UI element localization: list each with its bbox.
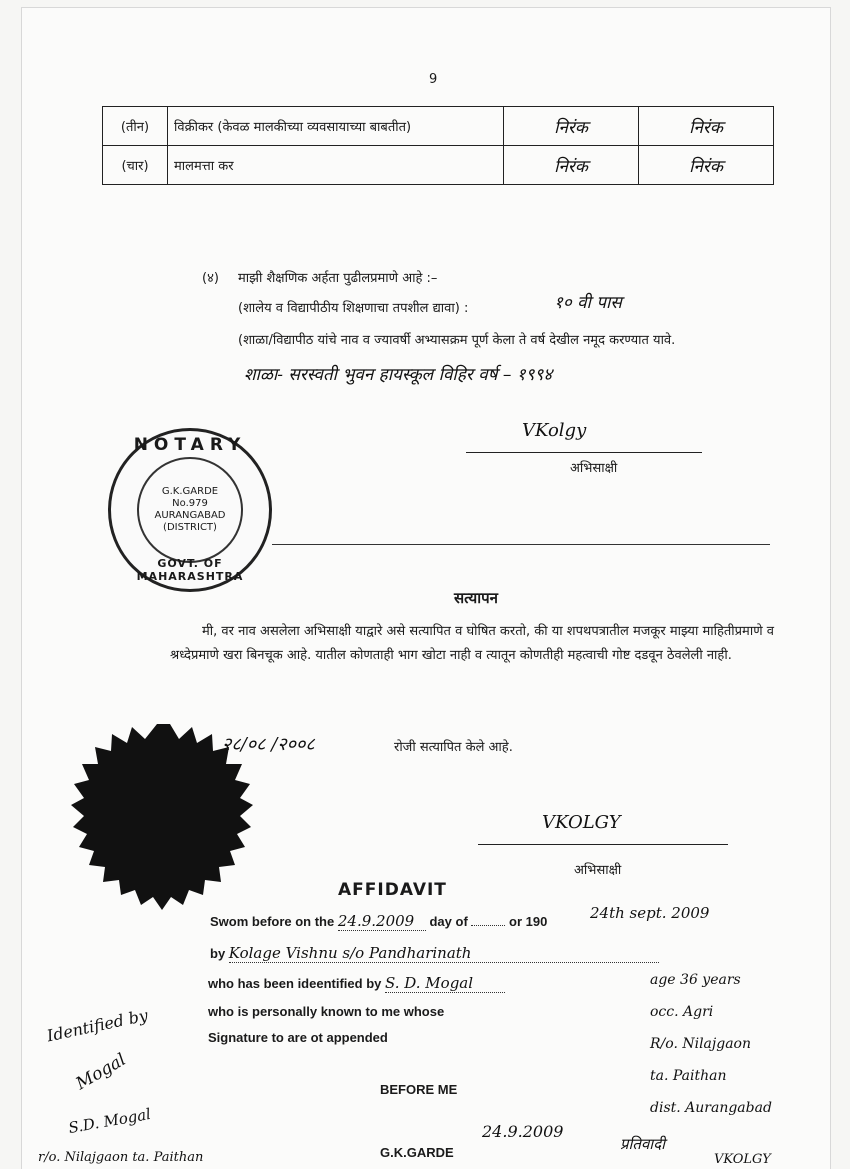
- row-value-2: निरंक: [639, 146, 774, 185]
- affidavit-line-sworn: [210, 912, 547, 931]
- handwritten-age: age 36 years: [650, 972, 741, 988]
- handwritten-details-right: [650, 964, 830, 1124]
- handwritten-identifier-address: r/o. Nilajgaon ta. Paithan: [38, 1150, 204, 1165]
- affidavit-title: AFFIDAVIT: [338, 880, 447, 900]
- notary-stamp-center: [137, 457, 243, 563]
- education-line-1: माझी शैक्षणिक अर्हता पुढीलप्रमाणे आहे :–: [238, 271, 438, 286]
- handwritten-taluka: ta. Paithan: [650, 1068, 727, 1084]
- verification-date-suffix: रोजी सत्यापित केले आहे.: [394, 740, 513, 755]
- row-value-1: निरंक: [504, 146, 639, 185]
- tax-table: [102, 106, 774, 185]
- page-number: 9: [429, 72, 438, 87]
- row-value-2: निरंक: [639, 107, 774, 146]
- identifier-signature: Mogal: [72, 1049, 130, 1095]
- notary-stamp-title: NOTARY: [133, 435, 247, 455]
- handwritten-residence: R/o. Nilajgaon: [650, 1036, 751, 1052]
- document-page: [22, 8, 830, 1169]
- affidavit-line-by: [210, 944, 659, 963]
- table-row: [103, 107, 774, 146]
- education-item-number: (४): [202, 271, 219, 286]
- handwritten-identified-by: Identified by: [45, 1005, 150, 1046]
- by-label: by: [210, 946, 226, 961]
- row-label: विक्रीकर (केवळ मालकीच्या व्यवसायाच्या बाबतीत): [168, 107, 504, 146]
- verification-heading: सत्यापन: [454, 589, 498, 607]
- signature-line: [466, 452, 702, 453]
- notary-signature-date: 24.9.2009: [482, 1122, 564, 1141]
- notary-stamp: [108, 428, 272, 592]
- education-line-2: (शालेय व विद्यापीठीय शिक्षणाचा तपशील द्यावा) :: [238, 301, 469, 316]
- handwritten-date-right: 24th sept. 2009: [590, 904, 710, 922]
- notary-name: G.K.GARDE: [161, 486, 219, 497]
- wax-seal-icon: [62, 714, 272, 924]
- handwritten-identifier-name: S.D. Mogal: [67, 1104, 153, 1138]
- row-index: (चार): [103, 146, 168, 185]
- signatory-label: अभिसाक्षी: [570, 461, 618, 476]
- handwritten-bottom-right: VKOLGY: [714, 1152, 771, 1167]
- signature-line: [478, 844, 728, 845]
- education-line-3: (शाळा/विद्यापीठ यांचे नाव व ज्यावर्षी अभ्यासक्रम पूर्ण केला ते वर्ष देखील नमूद करण्यात यावे.: [238, 333, 676, 348]
- by-value: Kolage Vishnu s/o Pandharinath: [229, 944, 659, 963]
- affidavit-line-signature: Signature to are ot appended: [208, 1030, 388, 1045]
- notary-district: (DISTRICT): [163, 522, 217, 533]
- identified-label: who has been ideentified by: [208, 976, 382, 991]
- sworn-day-label: day of: [429, 914, 468, 929]
- affidavit-line-personally-known: who is personally known to me whose: [208, 1004, 445, 1019]
- sworn-prefix: Swom before on the: [210, 914, 335, 929]
- row-value-1: निरंक: [504, 107, 639, 146]
- notary-place: AURANGABAD: [154, 510, 226, 521]
- notary-reg: No.979: [172, 498, 208, 509]
- verification-date-handwritten: २८/०८ /२००८: [222, 734, 315, 755]
- verification-signature: VKOLGY: [542, 812, 621, 833]
- identified-value: S. D. Mogal: [385, 974, 505, 993]
- education-level-handwritten: १० वी पास: [554, 293, 622, 313]
- verification-paragraph: मी, वर नाव असलेला अभिसाक्षी याद्वारे असे सत्यापित व घोषित करतो, की या शपथपत्रातील मजकूर माझ्या माहितीप्रमाणे व श्रध्देप्रमाणे खरा बिनचूक आहे. यातील कोणताही भाग खोटा नाही व त्यातून कोणतीही महत्वाची गोष्ट दडवून ठेवलेली नाही.: [170, 624, 774, 663]
- before-me-label: BEFORE ME: [380, 1082, 458, 1097]
- notary-name-footer: G.K.GARDE: [380, 1145, 454, 1160]
- handwritten-occupation: occ. Agri: [650, 1004, 714, 1020]
- notary-stamp-footer: GOVT. OF MAHARASHTRA: [136, 557, 244, 583]
- sworn-day-value: 24.9.2009: [338, 912, 426, 931]
- sworn-dots: [471, 925, 505, 926]
- table-row: [103, 146, 774, 185]
- row-index: (तीन): [103, 107, 168, 146]
- handwritten-district: dist. Aurangabad: [650, 1100, 772, 1116]
- deponent-signature: VKolgy: [522, 420, 587, 441]
- handwritten-signature-right: प्रतिवादी: [620, 1135, 666, 1153]
- verification-signatory-label: अभिसाक्षी: [574, 863, 622, 878]
- section-divider: [272, 544, 770, 545]
- row-label: मालमत्ता कर: [168, 146, 504, 185]
- school-handwritten: शाळा- सरस्वती भुवन हायस्कूल विहिर वर्ष – १९९४: [244, 365, 553, 385]
- sworn-or: or 190: [509, 914, 548, 929]
- affidavit-line-identified: [208, 974, 505, 993]
